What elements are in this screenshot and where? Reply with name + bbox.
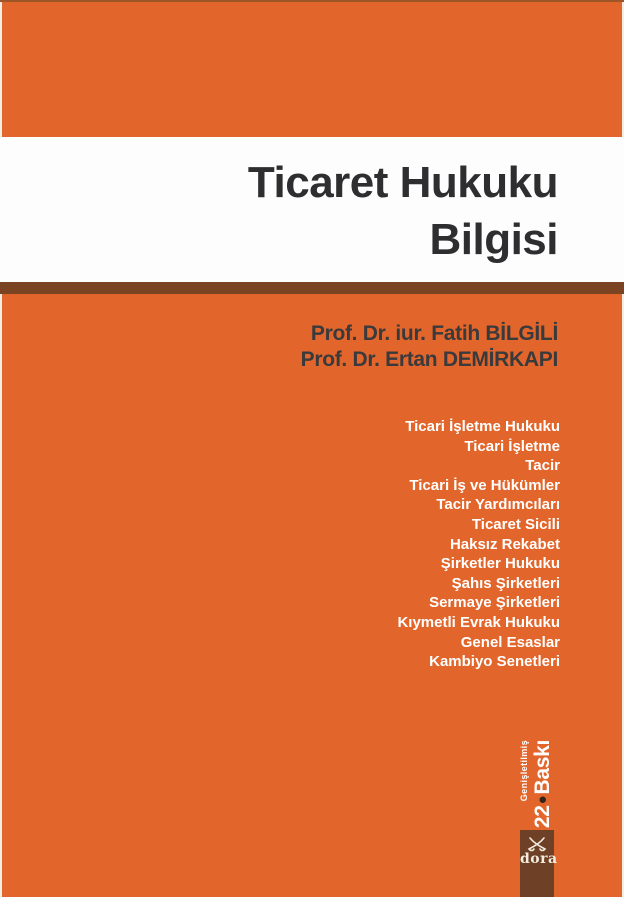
edition-label: Baskı bbox=[531, 740, 554, 795]
title-line-2: Bilgisi bbox=[429, 215, 558, 264]
title-line-1: Ticaret Hukuku bbox=[247, 158, 558, 207]
book-title bbox=[248, 154, 558, 268]
author-line: Prof. Dr. Ertan DEMİRKAPI bbox=[300, 348, 558, 371]
topic-item: Ticaret Sicili bbox=[471, 515, 560, 533]
topic-item: Haksız Rekabet bbox=[449, 535, 560, 553]
topic-item: Genel Esaslar bbox=[460, 633, 560, 651]
top-edge-line bbox=[0, 0, 624, 2]
edition-main bbox=[530, 740, 558, 832]
divider-stripe bbox=[0, 282, 624, 294]
topic-item: Şahıs Şirketleri bbox=[451, 574, 560, 592]
publisher-name: dora bbox=[520, 851, 558, 867]
topic-item: Ticari İşletme bbox=[464, 437, 560, 455]
topic-item: Kambiyo Senetleri bbox=[429, 653, 560, 671]
dora-logo-icon bbox=[526, 836, 548, 852]
edition-qualifier: Genişletilmiş bbox=[519, 740, 529, 802]
topic-item: Kıymetli Evrak Hukuku bbox=[397, 613, 560, 631]
topic-item: Şirketler Hukuku bbox=[440, 555, 560, 573]
edition-badge bbox=[519, 740, 557, 832]
edition-dot: ● bbox=[534, 795, 551, 805]
topic-item: Ticari İş ve Hükümler bbox=[409, 476, 560, 494]
topic-list bbox=[397, 417, 560, 672]
left-page-edge bbox=[0, 0, 2, 900]
topic-item: Tacir Yardımcıları bbox=[436, 496, 560, 514]
publisher-block bbox=[520, 830, 558, 898]
topic-item: Sermaye Şirketleri bbox=[429, 594, 560, 612]
edition-number: 22 bbox=[531, 805, 554, 829]
author-line: Prof. Dr. iur. Fatih BİLGİLİ bbox=[310, 322, 558, 345]
authors bbox=[301, 321, 558, 373]
topic-item: Tacir bbox=[525, 457, 560, 475]
topic-item: Ticari İşletme Hukuku bbox=[405, 418, 560, 435]
title-band bbox=[0, 137, 624, 282]
